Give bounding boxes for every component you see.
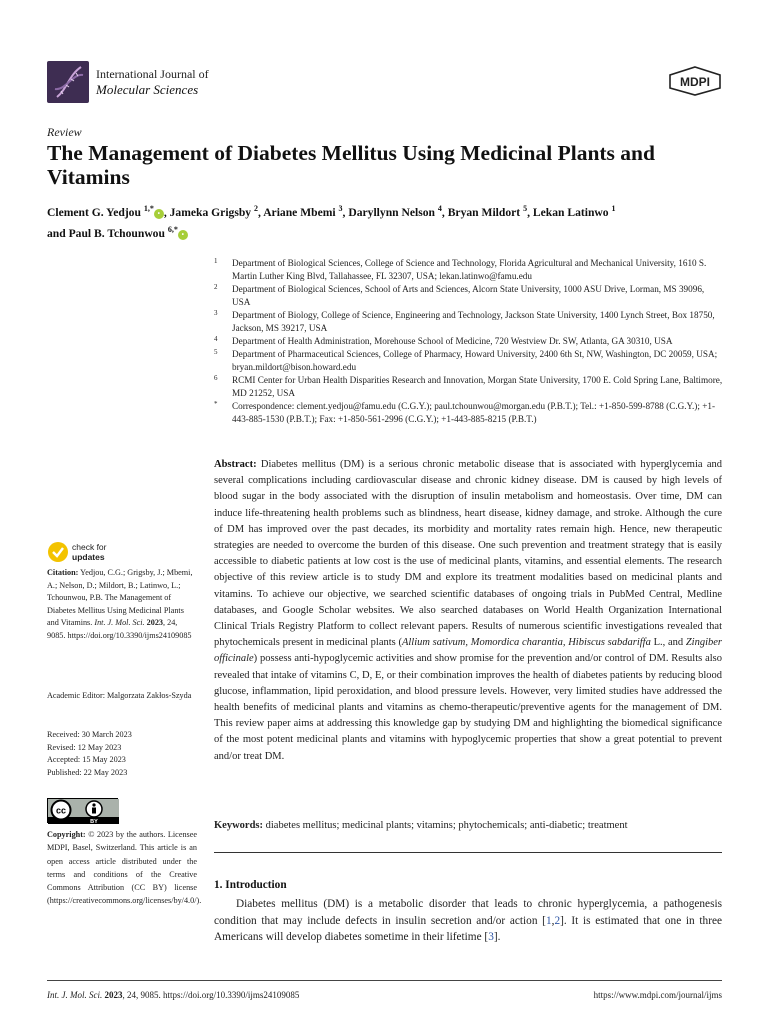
citation-doi-link[interactable]: https://doi.org/10.3390/ijms24109085 <box>67 630 192 640</box>
affiliation-number: 3 <box>214 309 218 317</box>
author-name: Bryan Mildort <box>447 205 521 219</box>
intro-text-2: ]. It is estimated that one in three Americans will develop diabetes sometime in their lifetime [ <box>214 914 722 944</box>
affiliation-item <box>214 283 724 309</box>
author <box>47 206 164 219</box>
citation-link[interactable]: 3 <box>488 931 494 944</box>
journal-logo <box>47 61 89 103</box>
author-name: Paul B. Tchounwou <box>68 226 165 240</box>
dna-icon <box>47 61 89 103</box>
keywords-text: diabetes mellitus; medicinal plants; vitamins; phytochemicals; anti-diabetic; treatment <box>263 820 628 831</box>
copyright-text: © 2023 by the authors. Licensee MDPI, Basel, Switzerland. This article is an open access article distributed under the terms and conditions of the Creative Commons Attribution (CC BY) license (https://creativecommons.org/licenses/by/4.0/). <box>47 830 202 906</box>
publisher-logo <box>668 66 722 100</box>
intro-text-1: Diabetes mellitus (DM) is a metabolic disorder that leads to chronic hyperglycemia, a pathogenesis condition that may include defects in insulin secretion and/or action [ <box>214 898 722 927</box>
author-name: Ariane Mbemi <box>263 205 336 219</box>
author <box>263 206 342 219</box>
citation-separator: , <box>551 914 555 927</box>
footer-rule <box>47 980 722 981</box>
author-affiliation-sup: 2 <box>254 204 259 213</box>
keywords <box>214 818 722 834</box>
section-divider <box>214 852 722 853</box>
dates-block <box>47 729 197 779</box>
affiliation-item <box>214 348 724 374</box>
affiliation-item <box>214 257 724 283</box>
by-attribution-icon <box>86 801 102 817</box>
footer-year: 2023 <box>102 990 123 1000</box>
abstract-text-2: ) possess anti-hypoglycemic activities and show promise for the prevention and/or control of DM. Results also revealed that intake of vitamins C, D, E, or their combination improves the health of diabetes patients by reducing blood glucose, inflammation, lipid peroxidation, and blood pressure levels. However, very limited studies have addressed the health benefits of medicinal plants and vitamins as chemo-therapeutic/preventive agents for the management of DM. This review paper aims at addressing this knowledge gap by studying DM and highlighting the biomedical significance of the most potent medicinal plants and vitamins with hypoglycemic properties that show a great potential to prevent and/or treat DM. <box>214 653 722 762</box>
article-title: The Management of Diabetes Mellitus Using Medicinal Plants and Vitamins <box>47 141 655 189</box>
affiliation-item <box>214 374 724 400</box>
check-for-updates-button[interactable] <box>47 540 117 568</box>
cc-icon <box>52 801 71 820</box>
affiliation-item <box>214 400 724 426</box>
affiliation-number: * <box>214 400 218 408</box>
abstract-plants-2: Zingiber officinale <box>214 637 722 665</box>
abstract-text-1: Diabetes mellitus (DM) is a serious chronic metabolic disease that is associated with hyperglycemia and several complications including cardiovascular disease and chronic kidney disease. DM is caused by high levels of blood sugar in the body associated with the disruption of insulin metabolism and homeostasis. Over time, DM can induce life-threatening health problems such as blindness, heart disease, kidney damage, and stroke. Although the cure of DM has improved over the past decades, its morbidity and mortality rates remain high. Hence, new therapeutic strategies are needed to overcome the burden of this disease. One such prevention and treatment strategy that is easily accessible to diabetic patients at low cost is the use of medicinal plants, vitamins, and essential elements. The research objective of this review article is to study DM and explore its treatment modalities based on medicinal plants and vitamins. To achieve our objective, we searched scientific databases of ongoing trials in PubMed Central, Medline databases, and Google Scholar websites. We also searched databases on World Health Organization International Clinical Trials Registry Platform to collect relevant papers. Results of numerous scientific investigations revealed that phytochemicals present in medicinal plants ( <box>214 459 722 649</box>
affiliation-text: Department of Biological Sciences, College of Science and Technology, Florida Agricultural and Mechanical University, 1610 S. Martin Luther King Blvd, Tallahassee, FL 32307, USA; lekan.latinwo@famu.edu <box>232 258 707 281</box>
citation-year: 2023 <box>144 618 164 627</box>
affiliation-text: RCMI Center for Urban Health Disparities Research and Innovation, Morgan State University, 1700 E. Cold Spring Lane, Baltimore, MD 21252, USA <box>232 375 723 398</box>
journal-name-line1: International Journal of <box>96 67 209 81</box>
author-name: Daryllynn Nelson <box>348 205 435 219</box>
orcid-icon[interactable]: • <box>178 230 188 240</box>
citation-link[interactable]: 2 <box>554 914 561 927</box>
cc-by-license-badge[interactable] <box>47 798 118 823</box>
keywords-label: Keywords: <box>214 820 263 831</box>
copyright-label: Copyright: <box>47 830 86 839</box>
author <box>448 206 527 219</box>
citation-journal: Int. J. Mol. Sci. <box>94 618 145 627</box>
orcid-icon[interactable]: • <box>154 209 164 219</box>
author <box>348 206 442 219</box>
author-affiliation-sup: 1 <box>611 204 616 213</box>
intro-paragraph <box>214 896 722 946</box>
author-name: Lekan Latinwo <box>532 205 609 219</box>
author-affiliation-sup: 6,* <box>167 224 178 234</box>
by-label: BY <box>90 819 98 824</box>
intro-text-3: ]. <box>493 931 501 944</box>
check-updates-icon <box>48 542 68 562</box>
check-updates-line2: updates <box>72 552 105 562</box>
author-affiliation-sup: 1,* <box>143 204 154 213</box>
footer-journal-url[interactable]: https://www.mdpi.com/journal/ijms <box>593 990 722 1000</box>
publisher-name: MDPI <box>680 75 710 89</box>
affiliation-number: 5 <box>214 348 218 356</box>
affiliation-number: 6 <box>214 374 218 382</box>
abstract-label: Abstract: <box>214 459 257 470</box>
author <box>68 224 188 240</box>
author-affiliation-sup: 5 <box>523 204 528 213</box>
author-affiliation-sup: 4 <box>437 204 442 213</box>
affiliation-number: 2 <box>214 283 218 291</box>
copyright-block <box>47 828 202 908</box>
affiliation-text: Correspondence: clement.yedjou@famu.edu (C.G.Y.); paul.tchounwou@morgan.edu (P.B.T.); Tel.: +1-850-599-8788 (C.G.Y.); +1-443-885-1530 (P.B.T.); Fax: +1-850-561-2996 (C.G.Y.); +1-443-885-8215 (P.B.T.) <box>232 401 716 424</box>
check-updates-line1: check for <box>72 542 107 552</box>
cc-icon-text: cc <box>55 805 67 816</box>
intro-heading: 1. Introduction <box>214 879 287 891</box>
journal-name-line2: Molecular Sciences <box>96 82 199 97</box>
author <box>533 206 616 219</box>
published-date: Published: 22 May 2023 <box>47 767 128 777</box>
citation-volume: , 24, 9085. <box>47 618 178 640</box>
abstract-plants-1: Allium sativum, Momordica charantia, Hibiscus sabdariffa <box>401 637 651 649</box>
citation-label: Citation: <box>47 568 79 577</box>
affiliation-text: Department of Health Administration, Morehouse School of Medicine, 720 Westview Dr. SW, Atlanta, GA 30310, USA <box>232 336 673 346</box>
citation-block <box>47 567 197 642</box>
affiliations <box>214 257 724 426</box>
affiliation-text: Department of Biology, College of Science, Engineering and Technology, Jackson State University, 1400 Lynch Street, Box 18750, Jackson, MS 39217, USA <box>232 310 715 333</box>
citation-link[interactable]: 1 <box>545 914 552 927</box>
article-type: Review <box>47 125 82 139</box>
mdpi-logo-icon <box>668 66 722 96</box>
affiliation-text: Department of Biological Sciences, School of Arts and Sciences, Alcorn State University, 1000 ASU Drive, Lorman, MS 39096, USA <box>232 284 705 307</box>
revised-date: Revised: 12 May 2023 <box>47 742 122 752</box>
author-affiliation-sup: 3 <box>338 204 343 213</box>
abstract <box>214 457 722 765</box>
affiliation-number: 1 <box>214 257 218 265</box>
affiliation-text: Department of Pharmaceutical Sciences, College of Pharmacy, Howard University, 2400 6th St, NW, Washington, DC 20059, USA; bryan.mildort@bison.howard.edu <box>232 349 718 372</box>
abstract-text-mid: L., and <box>650 637 686 649</box>
author-name: Clement G. Yedjou <box>47 205 141 219</box>
affiliation-item <box>214 309 724 335</box>
academic-editor: Academic Editor: Malgorzata Zakłos-Szyda <box>47 691 192 700</box>
footer-journal: Int. J. Mol. Sci. <box>47 990 103 1000</box>
citation-text: Yedjou, C.G.; Grigsby, J.; Mbemi, A.; Nelson, D.; Mildort, B.; Latinwo, L.; Tchounwou, P.B. The Management of Diabetes Mellitus Using Medicinal Plants and Vitamins. <box>47 568 193 627</box>
affiliation-number: 4 <box>214 335 218 343</box>
affiliation-item <box>214 335 724 348</box>
author-name: Jameka Grigsby <box>169 205 252 219</box>
accepted-date: Accepted: 15 May 2023 <box>47 755 126 764</box>
footer-citation <box>47 990 299 1000</box>
footer-details: , 24, 9085. https://doi.org/10.3390/ijms24109085 <box>122 990 300 1000</box>
author-list: Clement G. Yedjou $^{1,*}$• , Jameka Grigsby $^2$, Ariane Mbemi $^3$, Daryllynn Nelson $^4$, Bryan Mildort $^5$, Lekan Latinwo $^1$ and Paul B. Tchounwou $^{6,*}$• <box>47 204 616 240</box>
received-date: Received: 30 March 2023 <box>47 730 132 739</box>
author <box>170 206 258 219</box>
